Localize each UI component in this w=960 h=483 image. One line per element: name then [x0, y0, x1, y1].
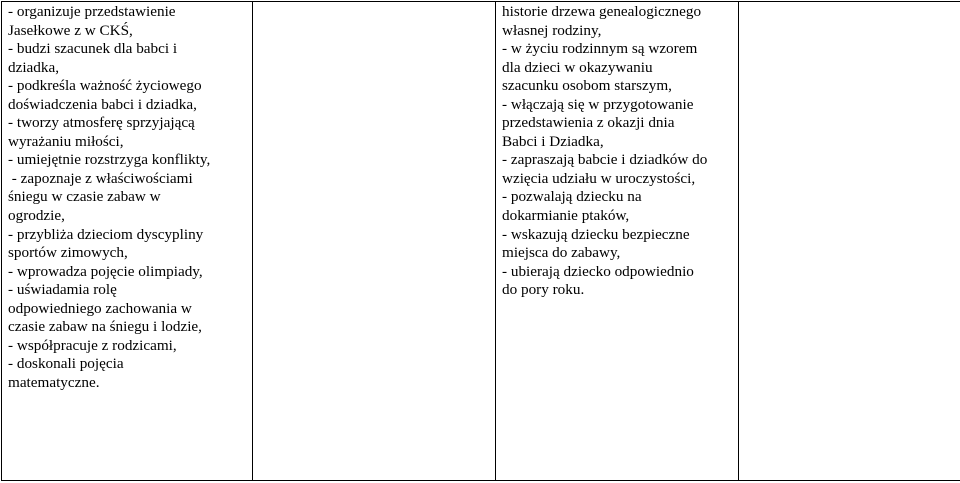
table-row [2, 2, 960, 481]
cell-line: własnej rodziny, [502, 21, 602, 39]
cell-line: matematyczne. [8, 373, 100, 391]
cell-line: śniegu w czasie zabaw w [8, 188, 161, 206]
cell-line: do pory roku. [502, 281, 585, 299]
cell-line: - ubierają dziecko odpowiednio [502, 262, 694, 280]
cell-line: - włączają się w przygotowanie [502, 95, 694, 113]
cell-line: historie drzewa genealogicznego [502, 3, 702, 20]
cell-line: - tworzy atmosferę sprzyjającą [8, 114, 195, 132]
cell-line: - umiejętnie rozstrzyga konflikty, [8, 151, 211, 169]
teacher-tasks-cell [2, 2, 253, 481]
cell-line: - wprowadza pojęcie olimpiady, [8, 262, 203, 280]
cell-line: - organizuje przedstawienie [8, 3, 176, 20]
cell-line: doświadczenia babci i dziadka, [8, 95, 197, 113]
empty-cell [253, 2, 496, 481]
cell-line: czasie zabaw na śniegu i lodzie, [8, 318, 202, 336]
parent-tasks-cell [496, 2, 739, 481]
cell-line: dziadka, [8, 58, 60, 76]
cell-line: wyrażaniu miłości, [8, 132, 124, 150]
cell-line: - współpracuje z rodzicami, [8, 336, 177, 354]
cell-line: Jasełkowe z w CKŚ, [8, 21, 133, 39]
cell-line: sportów zimowych, [8, 244, 128, 262]
empty-cell [739, 2, 960, 481]
cell-line: - przybliża dzieciom dyscypliny [8, 225, 204, 243]
document-table [1, 1, 960, 481]
cell-line: miejsca do zabawy, [502, 244, 621, 262]
cell-line: ogrodzie, [8, 207, 65, 225]
cell-line: - zapraszają babcie i dziadków do [502, 151, 708, 169]
cell-line: - zapoznaje z właściwościami [8, 169, 193, 187]
cell-line: - budzi szacunek dla babci i [8, 40, 178, 58]
cell-line: Babci i Dziadka, [502, 132, 604, 150]
cell-line: - podkreśla ważność życiowego [8, 77, 202, 95]
cell-line: - pozwalają dziecku na [502, 188, 642, 206]
cell-line: przedstawienia z okazji dnia [502, 114, 675, 132]
cell-line: dla dzieci w okazywaniu [502, 58, 653, 76]
cell-line: - w życiu rodzinnym są wzorem [502, 40, 698, 58]
cell-line: - doskonali pojęcia [8, 355, 124, 373]
cell-line: szacunku osobom starszym, [502, 77, 672, 95]
cell-line: odpowiedniego zachowania w [8, 299, 192, 317]
cell-line: - wskazują dziecku bezpieczne [502, 225, 690, 243]
cell-line: wzięcia udziału w uroczystości, [502, 169, 696, 187]
cell-line: - uświadamia rolę [8, 281, 117, 299]
cell-line: dokarmianie ptaków, [502, 207, 630, 225]
